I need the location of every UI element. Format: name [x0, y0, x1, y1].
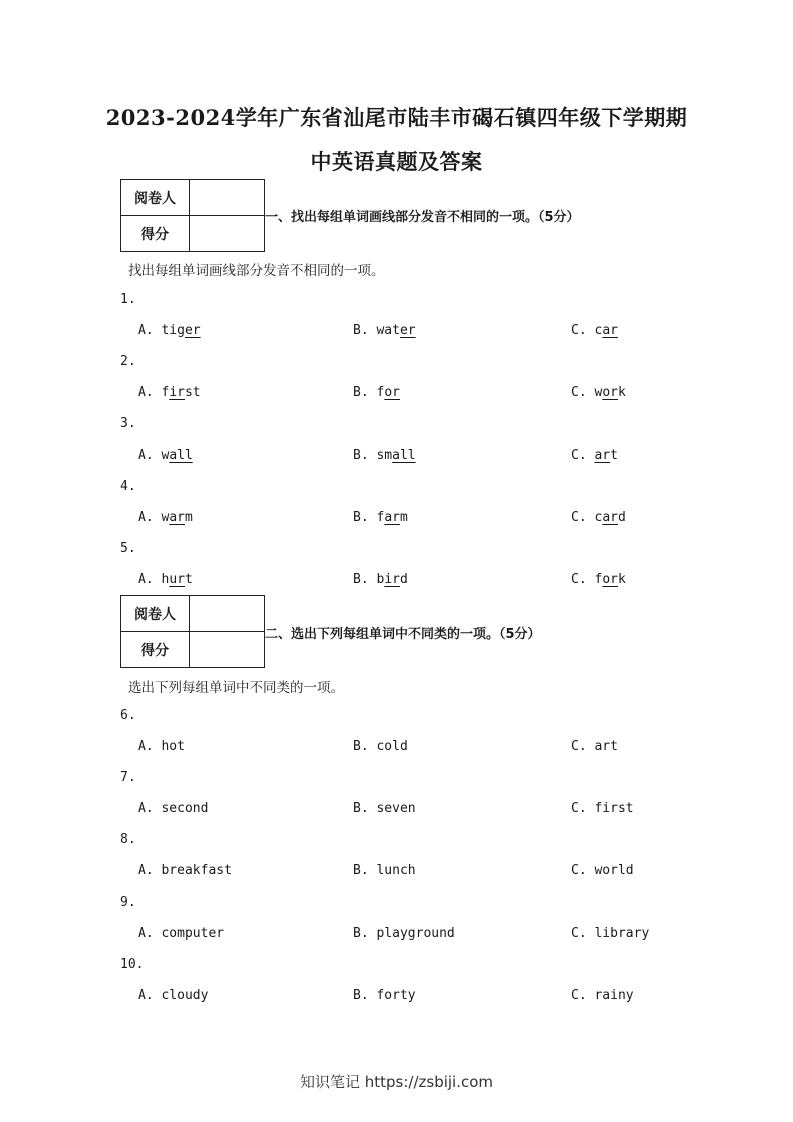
reviewer-label: 阅卷人 [121, 596, 190, 632]
option-c: C. work [571, 385, 626, 400]
option-a: A. hurt [138, 572, 193, 587]
option-a: A. cloudy [138, 988, 209, 1003]
question-number: 7. [120, 770, 136, 785]
option-b: B. bird [353, 572, 408, 587]
score-label: 得分 [121, 632, 190, 668]
option-b: B. seven [353, 801, 416, 816]
section-heading: 一、找出每组单词画线部分发音不相同的一项。（5分） [265, 210, 580, 225]
option-b: B. water [353, 323, 416, 338]
question-number: 1. [120, 292, 136, 307]
option-c: C. rainy [571, 988, 634, 1003]
option-b: B. lunch [353, 863, 416, 878]
option-a: A. breakfast [138, 863, 232, 878]
question-number: 9. [120, 895, 136, 910]
option-a: A. tiger [138, 323, 201, 338]
score-box [120, 595, 265, 668]
option-c: C. car [571, 323, 618, 338]
question-number: 6. [120, 708, 136, 723]
section-instruction: 选出下列每组单词中不同类的一项。 [128, 680, 344, 696]
question-number: 8. [120, 832, 136, 847]
option-c: C. card [571, 510, 626, 525]
option-b: B. cold [353, 739, 408, 754]
option-a: A. wall [138, 448, 193, 463]
score-cell[interactable] [190, 216, 265, 252]
section-heading: 二、选出下列每组单词中不同类的一项。（5分） [265, 627, 541, 642]
option-c: C. world [571, 863, 634, 878]
score-box [120, 179, 265, 252]
question-number: 4. [120, 479, 136, 494]
page-title-line2: 中英语真题及答案 [310, 149, 483, 174]
score-label: 得分 [121, 216, 190, 252]
question-number: 10. [120, 957, 144, 972]
option-c: C. library [571, 926, 650, 941]
option-a: A. computer [138, 926, 225, 941]
option-c: C. art [571, 448, 618, 463]
reviewer-cell[interactable] [190, 596, 265, 632]
question-number: 2. [120, 354, 136, 369]
page-title-line1: 2023-2024学年广东省汕尾市陆丰市碣石镇四年级下学期期 [105, 105, 688, 130]
option-b: B. for [353, 385, 400, 400]
reviewer-cell[interactable] [190, 180, 265, 216]
question-number: 5. [120, 541, 136, 556]
option-c: C. art [571, 739, 618, 754]
option-b: B. farm [353, 510, 408, 525]
option-b: B. small [353, 448, 416, 463]
option-b: B. forty [353, 988, 416, 1003]
reviewer-label: 阅卷人 [121, 180, 190, 216]
option-a: A. second [138, 801, 209, 816]
option-b: B. playground [353, 926, 455, 941]
option-a: A. first [138, 385, 201, 400]
footer-watermark: 知识笔记 https://zsbiji.com [299, 1073, 494, 1091]
option-a: A. hot [138, 739, 185, 754]
option-a: A. warm [138, 510, 193, 525]
question-number: 3. [120, 416, 136, 431]
option-c: C. first [571, 801, 634, 816]
section-instruction: 找出每组单词画线部分发音不相同的一项。 [128, 263, 385, 279]
score-cell[interactable] [190, 632, 265, 668]
option-c: C. fork [571, 572, 626, 587]
